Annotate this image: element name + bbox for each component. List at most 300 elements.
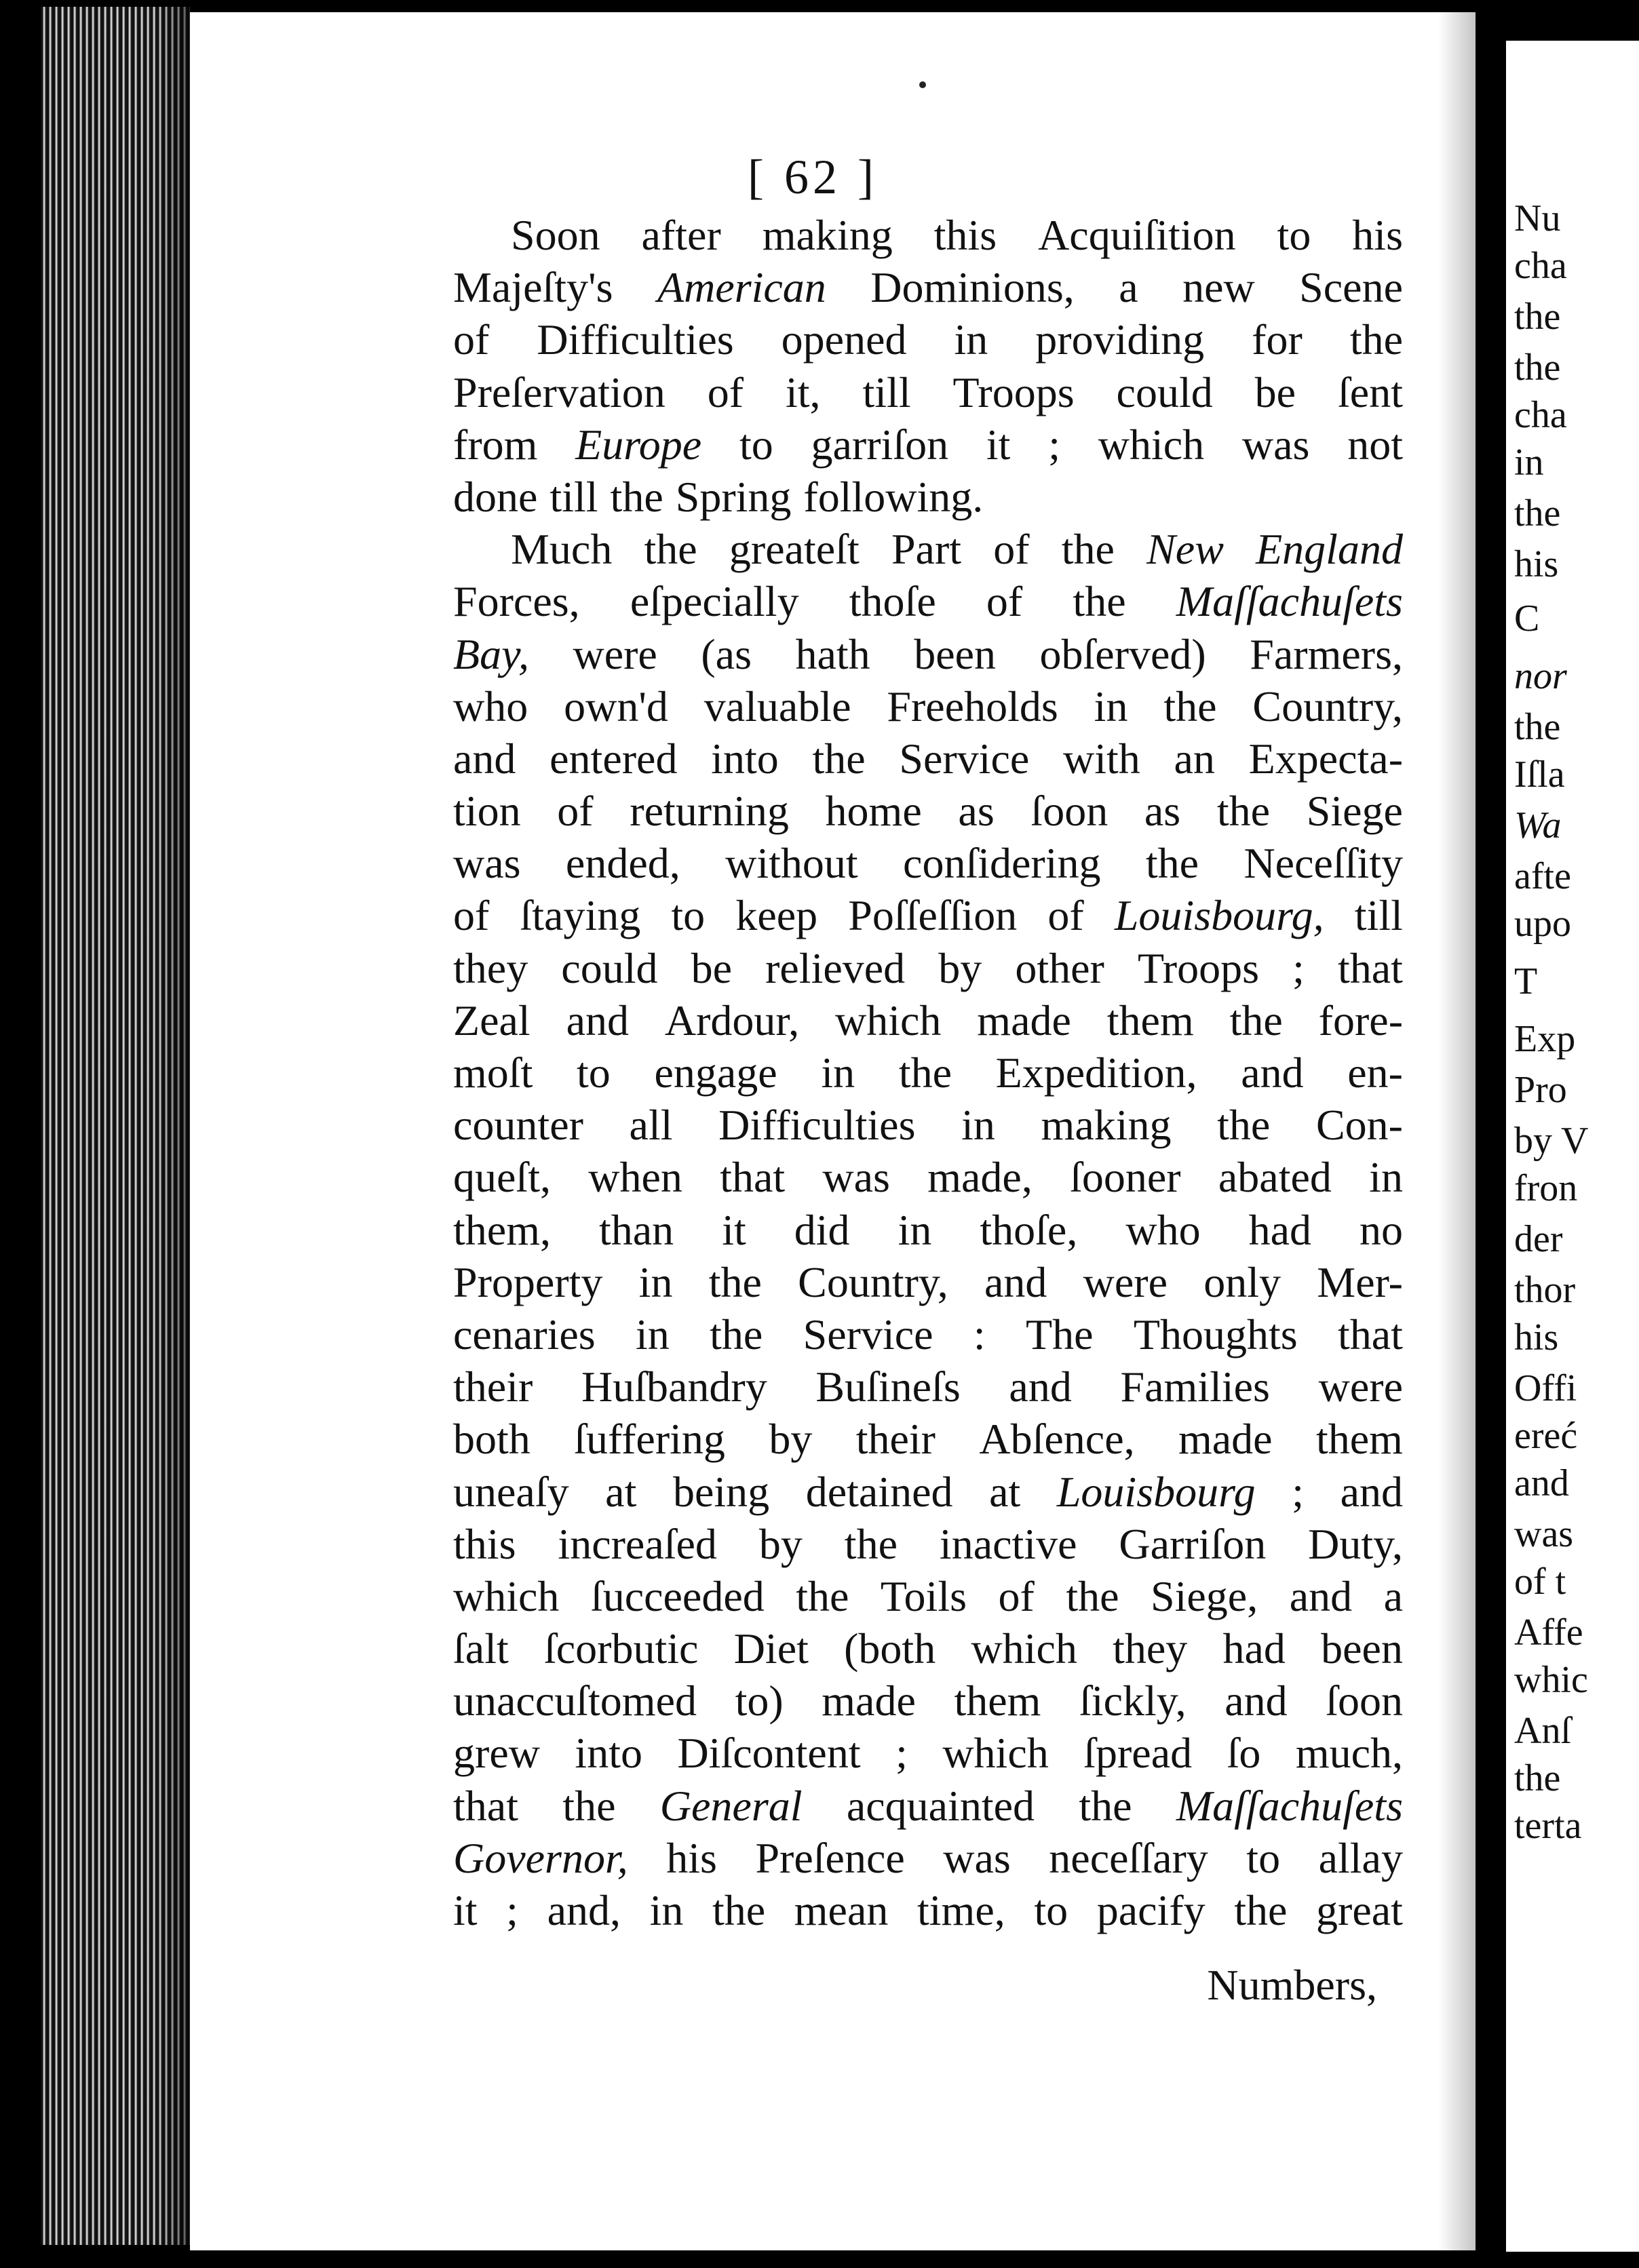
word: the xyxy=(1217,1101,1271,1150)
word: no xyxy=(1360,1205,1403,1254)
word: ; xyxy=(1048,420,1060,469)
word: them xyxy=(1315,1415,1403,1464)
text-line xyxy=(453,366,1403,418)
word: not xyxy=(1347,420,1403,469)
facing-page-fragment: Pro xyxy=(1514,1069,1567,1111)
word: Diſcontent xyxy=(677,1729,861,1778)
word: and xyxy=(566,996,629,1044)
word: which xyxy=(453,1571,560,1620)
text-line xyxy=(453,889,1403,941)
facing-page-fragment: of t xyxy=(1514,1561,1566,1603)
text-line xyxy=(453,785,1403,837)
text-line xyxy=(453,1622,1403,1675)
word: till xyxy=(549,472,598,521)
word: Acquiſition xyxy=(1038,211,1236,259)
word: did xyxy=(794,1205,850,1254)
word: Service xyxy=(899,734,1030,783)
word: Garriſon xyxy=(1119,1519,1267,1568)
facing-page-fragment: Exp xyxy=(1514,1018,1576,1060)
word: (both xyxy=(844,1624,936,1673)
word: Expecta- xyxy=(1248,734,1403,783)
text-line xyxy=(453,837,1403,889)
facing-page-fragment: by V xyxy=(1514,1120,1589,1162)
word: in xyxy=(638,1257,673,1306)
word: their xyxy=(453,1363,533,1411)
word: made xyxy=(1178,1415,1273,1464)
word: abated xyxy=(1218,1153,1332,1202)
word: it xyxy=(453,1886,478,1934)
facing-page-fragment: the xyxy=(1514,1757,1561,1799)
word: the xyxy=(898,1049,952,1097)
word: Country, xyxy=(798,1257,948,1306)
word: opened xyxy=(781,315,907,364)
word: for xyxy=(1252,315,1303,364)
word: till xyxy=(1354,891,1403,940)
word: being xyxy=(672,1467,770,1516)
word: New xyxy=(1146,525,1224,574)
word: Duty, xyxy=(1308,1519,1403,1568)
facing-page-fragment: Offi xyxy=(1514,1367,1577,1409)
word: Abſence, xyxy=(979,1415,1135,1464)
word: to xyxy=(577,1049,611,1097)
text-line xyxy=(453,1780,1403,1832)
word: to) xyxy=(735,1677,784,1725)
word: this xyxy=(933,211,997,259)
word: which xyxy=(835,996,942,1044)
word: the xyxy=(708,1257,762,1306)
text-line xyxy=(453,1832,1403,1884)
word: own'd xyxy=(564,682,668,730)
page-gutter-shadow xyxy=(1438,12,1479,2250)
word: home xyxy=(825,787,922,836)
word: which xyxy=(942,1729,1049,1778)
word: cenaries xyxy=(453,1310,596,1358)
word: moſt xyxy=(453,1049,533,1097)
facing-page-fragment: nor xyxy=(1514,655,1567,697)
word: acquainted xyxy=(846,1781,1035,1830)
word: in xyxy=(1369,1153,1403,1202)
text-line xyxy=(453,471,1403,523)
word: of xyxy=(1047,891,1084,940)
word: tion xyxy=(453,787,521,836)
word: valuable xyxy=(703,682,851,730)
word: Bay, xyxy=(453,629,529,678)
word: increaſed xyxy=(558,1519,717,1568)
word: a xyxy=(1383,1571,1403,1620)
word: and, xyxy=(547,1886,621,1934)
facing-page-fragment: terta xyxy=(1514,1805,1582,1847)
word: the xyxy=(712,1886,766,1934)
word: from xyxy=(453,420,538,469)
word: ſuffering xyxy=(574,1415,725,1464)
facing-page-fragment: whic xyxy=(1514,1659,1588,1701)
word: they xyxy=(453,943,528,992)
word: and xyxy=(1289,1571,1353,1620)
word: was xyxy=(943,1833,1011,1882)
word: as xyxy=(958,787,995,836)
word: en- xyxy=(1347,1049,1403,1097)
word: the xyxy=(610,472,663,521)
word: great xyxy=(1316,1886,1403,1934)
word: at xyxy=(605,1467,637,1516)
page-number: [ 62 ] xyxy=(748,150,878,204)
word: in xyxy=(898,1205,932,1254)
word: ſent xyxy=(1338,368,1403,416)
word: Part xyxy=(891,525,962,574)
word: it xyxy=(722,1205,746,1254)
word: were xyxy=(1318,1363,1403,1411)
text-line xyxy=(453,1047,1403,1099)
word: was xyxy=(453,839,521,888)
word: thoſe xyxy=(849,577,936,626)
word: hath xyxy=(795,629,870,678)
text-line xyxy=(453,942,1403,994)
word: engage xyxy=(654,1049,777,1097)
word: of xyxy=(453,891,490,940)
word: Difficulties xyxy=(718,1101,916,1150)
word: into xyxy=(575,1729,642,1778)
word: his xyxy=(1352,211,1403,259)
text-line xyxy=(453,575,1403,627)
word: the xyxy=(1079,1781,1132,1830)
word: the xyxy=(844,1519,898,1568)
word: American xyxy=(657,263,826,312)
word: Scene xyxy=(1299,263,1403,312)
word: Expedition, xyxy=(995,1049,1197,1097)
word: providing xyxy=(1035,315,1205,364)
word: been xyxy=(914,629,996,678)
word: the xyxy=(1073,577,1126,626)
word: Ardour, xyxy=(664,996,800,1044)
word: after xyxy=(641,211,721,259)
word: unaccuſtomed xyxy=(453,1677,697,1725)
text-line xyxy=(453,418,1403,471)
facing-page-fragment: in xyxy=(1514,442,1544,484)
word: had xyxy=(1222,1624,1286,1673)
text-line xyxy=(453,523,1403,575)
word: : xyxy=(973,1310,986,1358)
word: ; xyxy=(506,1886,518,1934)
word: to xyxy=(671,891,706,940)
word: this xyxy=(453,1519,516,1568)
word: of xyxy=(998,1571,1035,1620)
word: when xyxy=(588,1153,682,1202)
text-line xyxy=(453,313,1403,366)
word: Difficulties xyxy=(537,315,734,364)
facing-page-fragment: the xyxy=(1514,492,1561,534)
word: the xyxy=(812,734,866,783)
word: made, xyxy=(927,1153,1033,1202)
word: Siege xyxy=(1306,787,1403,836)
word: till xyxy=(862,368,911,416)
book-gutter xyxy=(1476,0,1509,2268)
word: ended, xyxy=(565,839,680,888)
word: time, xyxy=(917,1886,1005,1934)
word: ; xyxy=(895,1729,908,1778)
word: Preſence xyxy=(755,1833,905,1882)
word: who xyxy=(1125,1205,1201,1254)
facing-page-fragment: the xyxy=(1514,706,1561,748)
word: ; xyxy=(1292,1467,1304,1516)
word: of xyxy=(707,368,744,416)
word: new xyxy=(1182,263,1255,312)
ink-speck xyxy=(919,81,926,88)
word: of xyxy=(986,577,1023,626)
word: at xyxy=(989,1467,1021,1516)
word: a xyxy=(1119,263,1138,312)
word: and xyxy=(1340,1467,1403,1516)
word: pacify xyxy=(1096,1886,1206,1934)
facing-page-fragment: cha xyxy=(1514,245,1567,287)
word: in xyxy=(1094,682,1128,730)
word: Louisbourg xyxy=(1056,1467,1256,1516)
word: inactive xyxy=(939,1519,1077,1568)
word: (as xyxy=(701,629,752,678)
word: England xyxy=(1256,525,1403,574)
word: to xyxy=(1246,1833,1281,1882)
word: Louisbourg, xyxy=(1114,891,1324,940)
facing-page-fragment: Anſ xyxy=(1514,1710,1571,1752)
word: the xyxy=(1234,1886,1288,1934)
word: the xyxy=(1061,525,1115,574)
word: to xyxy=(739,420,773,469)
word: Zeal xyxy=(453,996,531,1044)
word: it, xyxy=(785,368,821,416)
word: the xyxy=(644,525,697,574)
page-edge-shadow xyxy=(156,7,190,2245)
word: Forces, xyxy=(453,577,580,626)
word: without xyxy=(725,839,858,888)
word: the xyxy=(1216,787,1271,836)
text-line xyxy=(453,628,1403,680)
facing-page-fragment: upo xyxy=(1514,903,1571,945)
text-line xyxy=(453,1151,1403,1203)
word: in xyxy=(649,1886,684,1934)
word: Toils xyxy=(880,1571,967,1620)
word: them, xyxy=(453,1205,551,1254)
word: into xyxy=(711,734,779,783)
word: and xyxy=(453,734,516,783)
facing-page-fragment: T xyxy=(1514,960,1538,1002)
word: to xyxy=(1034,1886,1068,1934)
word: ſpread xyxy=(1083,1729,1193,1778)
word: made xyxy=(822,1677,916,1725)
word: Families xyxy=(1120,1363,1270,1411)
word: Maſſachuſets xyxy=(1176,1781,1403,1830)
word: ſickly, xyxy=(1079,1677,1187,1725)
text-line xyxy=(453,1308,1403,1361)
word: Neceſſity xyxy=(1243,839,1403,888)
text-line xyxy=(453,994,1403,1047)
facing-page-fragment: cha xyxy=(1514,394,1567,436)
word: of xyxy=(993,525,1030,574)
word: ſalt xyxy=(453,1624,509,1673)
text-line xyxy=(453,1099,1403,1151)
word: eſpecially xyxy=(630,577,799,626)
word: that xyxy=(720,1153,786,1202)
word: had xyxy=(1248,1205,1311,1254)
word: Con- xyxy=(1315,1101,1403,1150)
word: relieved xyxy=(765,943,906,992)
word: Governor, xyxy=(453,1833,628,1882)
word: the xyxy=(1066,1571,1119,1620)
word: in xyxy=(954,315,988,364)
word: obſerved) xyxy=(1039,629,1206,678)
text-line xyxy=(453,1675,1403,1727)
word: counter xyxy=(453,1101,583,1150)
text-line xyxy=(453,1884,1403,1936)
word: Europe xyxy=(575,420,702,469)
word: Buſineſs xyxy=(815,1363,961,1411)
word: Siege, xyxy=(1151,1571,1258,1620)
word: been xyxy=(1321,1624,1403,1673)
facing-page-fragment: was xyxy=(1514,1513,1574,1555)
word: the xyxy=(1163,682,1217,730)
text-line xyxy=(453,1413,1403,1465)
text-line xyxy=(453,680,1403,732)
word: in xyxy=(635,1310,670,1358)
word: his xyxy=(666,1833,717,1882)
text-line xyxy=(453,1256,1403,1308)
word: as xyxy=(1144,787,1181,836)
word: ſo xyxy=(1227,1729,1261,1778)
body-text xyxy=(453,209,1403,1936)
word: the xyxy=(562,1781,616,1830)
word: other xyxy=(1015,943,1104,992)
word: who xyxy=(453,682,528,730)
text-line xyxy=(453,1361,1403,1413)
word: by xyxy=(769,1415,813,1464)
text-line xyxy=(453,1518,1403,1570)
word: the xyxy=(1229,996,1283,1044)
word: Poſſeſſion xyxy=(848,891,1018,940)
word: Freeholds xyxy=(887,682,1058,730)
word: thoſe, xyxy=(980,1205,1078,1254)
word: queſt, xyxy=(453,1153,551,1202)
catchword: Numbers, xyxy=(1207,1961,1377,2009)
word: done xyxy=(453,472,538,521)
word: greateſt xyxy=(729,525,860,574)
word: entered xyxy=(549,734,678,783)
word: the xyxy=(1349,315,1403,364)
word: were xyxy=(1083,1257,1168,1306)
word: fore- xyxy=(1318,996,1403,1044)
word: that xyxy=(1337,1310,1403,1358)
facing-page-fragment: C xyxy=(1514,598,1540,640)
word: General xyxy=(659,1781,803,1830)
word: be xyxy=(691,943,732,992)
facing-page-fragment: der xyxy=(1514,1218,1563,1260)
facing-page-fragment: Wa xyxy=(1514,804,1562,846)
word: ſoon xyxy=(1030,787,1108,836)
word: they xyxy=(1113,1624,1188,1673)
word: Troops xyxy=(952,368,1075,416)
text-line xyxy=(453,1204,1403,1256)
word: grew xyxy=(453,1729,540,1778)
word: Farmers, xyxy=(1250,629,1403,678)
word: Maſſachuſets xyxy=(1176,577,1403,626)
word: of xyxy=(453,315,490,364)
word: them xyxy=(1106,996,1194,1044)
word: ſtaying xyxy=(520,891,641,940)
word: ſucceeded xyxy=(590,1571,765,1620)
word: making xyxy=(1041,1101,1172,1150)
word: of xyxy=(557,787,594,836)
word: that xyxy=(1337,943,1403,992)
word: returning xyxy=(630,787,789,836)
word: all xyxy=(629,1101,673,1150)
text-line xyxy=(453,1466,1403,1518)
facing-page-fragment: the xyxy=(1514,296,1561,338)
facing-page-fragment: Affe xyxy=(1514,1611,1583,1654)
word: was xyxy=(1241,420,1310,469)
facing-page-fragment: fron xyxy=(1514,1167,1578,1209)
word: both xyxy=(453,1415,531,1464)
text-line xyxy=(453,1727,1403,1779)
word: with xyxy=(1062,734,1140,783)
word: the xyxy=(710,1310,763,1358)
word: Preſervation xyxy=(453,368,666,416)
word: made xyxy=(977,996,1071,1044)
word: and xyxy=(1009,1363,1072,1411)
word: the xyxy=(796,1571,849,1620)
word: was xyxy=(822,1153,890,1202)
word: could xyxy=(561,943,658,992)
facing-page-fragment: thor xyxy=(1514,1269,1576,1311)
facing-page-fragment: and xyxy=(1514,1462,1569,1504)
word: ſoon xyxy=(1326,1677,1403,1725)
word: were xyxy=(573,629,657,678)
word: only xyxy=(1203,1257,1281,1306)
word: The xyxy=(1026,1310,1094,1358)
word: uneaſy xyxy=(453,1467,569,1516)
word: which xyxy=(971,1624,1077,1673)
facing-page-fragment: his xyxy=(1514,543,1559,585)
word: Country, xyxy=(1252,682,1403,730)
word: ; xyxy=(1292,943,1305,992)
word: them xyxy=(954,1677,1041,1725)
word: their xyxy=(855,1415,936,1464)
word: in xyxy=(821,1049,855,1097)
word: Majeſty's xyxy=(453,263,613,312)
word: it xyxy=(986,420,1011,469)
word: Diet xyxy=(733,1624,809,1673)
word: by xyxy=(758,1519,803,1568)
word: neceſſary xyxy=(1049,1833,1208,1882)
word: allay xyxy=(1318,1833,1403,1882)
word: Thoughts xyxy=(1133,1310,1298,1358)
text-line xyxy=(453,1570,1403,1622)
word: Much xyxy=(511,525,613,574)
word: an xyxy=(1174,734,1215,783)
word: conſidering xyxy=(903,839,1101,888)
word: Huſbandry xyxy=(581,1363,767,1411)
word: garriſon xyxy=(811,420,949,469)
word: could xyxy=(1116,368,1213,416)
word: to xyxy=(1277,211,1311,259)
word: be xyxy=(1254,368,1296,416)
word: mean xyxy=(794,1886,889,1934)
word: that xyxy=(453,1781,518,1830)
word: ſcorbutic xyxy=(543,1624,699,1673)
word: by xyxy=(938,943,982,992)
facing-page-fragment: Nu xyxy=(1514,197,1561,239)
text-line xyxy=(453,261,1403,313)
word: and xyxy=(1241,1049,1304,1097)
word: and xyxy=(984,1257,1047,1306)
word: and xyxy=(1225,1677,1288,1725)
word: following. xyxy=(803,472,984,521)
